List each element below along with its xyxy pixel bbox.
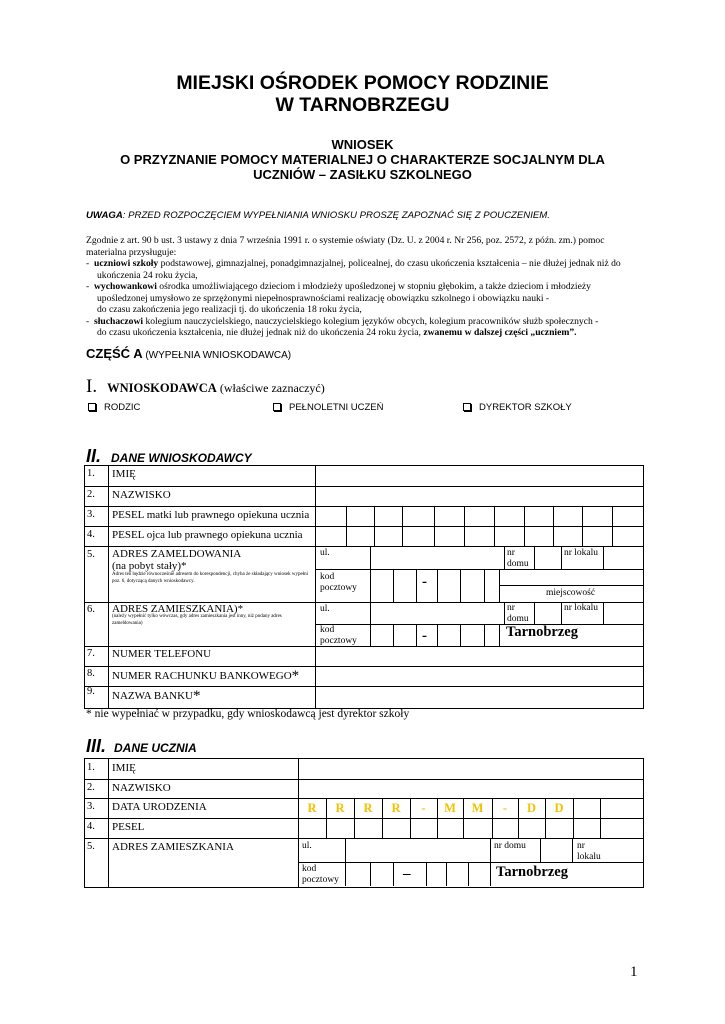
institution-city: W TARNOBRZEGU xyxy=(275,94,450,116)
registered-address-note: Adres ten będzie równocześnie adresem do korespondencji, chyba że składający wniosek wypełni poz. 6, dotyczącą danych wnioskodawcy. xyxy=(112,572,309,584)
page-number: 1 xyxy=(630,964,638,980)
pesel-digit-divider xyxy=(524,506,525,526)
date-format-cell[interactable]: R xyxy=(363,801,373,815)
row-number: 1. xyxy=(87,468,95,479)
label-student-first-name: IMIĘ xyxy=(112,762,136,774)
digit-divider xyxy=(518,818,519,838)
form-title: WNIOSEK xyxy=(331,137,394,152)
date-format-cell[interactable]: - xyxy=(421,801,426,815)
row-number: 3. xyxy=(87,801,95,812)
row-number: 4. xyxy=(87,821,95,832)
label-postal-code: kod pocztowy xyxy=(320,625,357,646)
label-phone: NUMER TELEFONU xyxy=(112,648,212,660)
label-flat-number: nr lokalu xyxy=(564,548,599,558)
digit-divider xyxy=(354,818,355,838)
pesel-digit-divider xyxy=(346,506,347,526)
city-value: Tarnobrzeg xyxy=(496,864,568,880)
pesel-digit-divider xyxy=(553,526,554,546)
label-bank-name: NAZWA BANKU* xyxy=(112,688,201,704)
digit-divider xyxy=(600,798,601,818)
date-format-cell[interactable]: M xyxy=(471,801,484,815)
pesel-digit-divider xyxy=(374,526,375,546)
form-subtitle-1: O PRZYZNANIE POMOCY MATERIALNEJ O CHARAKTERZE SOCJALNYM DLA xyxy=(120,152,605,167)
label-postal-code: kod pocztowy xyxy=(320,572,357,593)
row-number: 6. xyxy=(87,604,95,615)
row-number: 4. xyxy=(87,529,95,540)
pesel-digit-divider xyxy=(494,526,495,546)
label-postal-code: kod pocztowy xyxy=(302,864,339,885)
digit-divider xyxy=(410,818,411,838)
checkbox-icon[interactable] xyxy=(88,403,96,411)
row-number: 2. xyxy=(87,782,95,793)
input-phone[interactable] xyxy=(316,647,641,666)
label-house-number: nr domu xyxy=(507,603,529,624)
input-bank-name[interactable] xyxy=(316,687,641,707)
section-3-heading: III. DANE UCZNIA xyxy=(86,736,197,756)
input-bank-account[interactable] xyxy=(316,667,641,686)
label-residence-address: ADRES ZAMIESZKANIA)* xyxy=(112,603,244,615)
label-flat-number: nr lokalu xyxy=(564,603,599,613)
pesel-digit-divider xyxy=(553,506,554,526)
warning-note: UWAGA: PRZED ROZPOCZĘCIEM WYPEŁNIANIA WNIOSKU PROSZĘ ZAPOZNAĆ SIĘ Z POUCZENIEM. xyxy=(86,210,550,221)
row-number: 9. xyxy=(87,686,95,697)
digit-divider xyxy=(463,818,464,838)
date-format-cell[interactable]: R xyxy=(307,801,317,815)
row-number: 2. xyxy=(87,489,95,500)
row-number: 1. xyxy=(87,762,95,773)
date-format-cell[interactable]: D xyxy=(554,801,564,815)
label-house-number: nr domu xyxy=(507,548,529,569)
label-house-number: nr domu xyxy=(494,841,526,851)
digit-divider xyxy=(326,818,327,838)
date-format-cell[interactable]: - xyxy=(502,801,508,815)
part-a-heading: CZĘŚĆ A (WYPEŁNIA WNIOSKODAWCA) xyxy=(86,346,292,361)
label-last-name: NAZWISKO xyxy=(112,489,171,501)
footnote: * nie wypełniać w przypadku, gdy wnioskodawcą jest dyrektor szkoły xyxy=(86,708,410,720)
digit-divider xyxy=(573,798,574,818)
form-subtitle-2: UCZNIÓW – ZASIŁKU SZKOLNEGO xyxy=(253,167,472,182)
input-street[interactable] xyxy=(372,547,503,568)
digit-divider xyxy=(600,818,601,838)
pesel-digit-divider xyxy=(434,526,435,546)
label-mother-pesel: PESEL matki lub prawnego opiekuna ucznia xyxy=(112,509,310,521)
checkbox-icon[interactable] xyxy=(463,403,471,411)
date-format-cell[interactable]: M xyxy=(444,801,456,815)
pesel-digit-divider xyxy=(464,526,465,546)
digit-divider xyxy=(382,818,383,838)
digit-divider xyxy=(573,818,574,838)
pesel-digit-divider xyxy=(346,526,347,546)
row-number: 7. xyxy=(87,648,95,659)
date-format-cell[interactable]: D xyxy=(526,801,537,815)
pesel-digit-divider xyxy=(402,506,403,526)
date-format-cell[interactable]: R xyxy=(335,801,345,815)
postal-dash: - xyxy=(422,574,427,590)
postal-dash: – xyxy=(403,866,411,882)
label-student-pesel: PESEL xyxy=(112,821,145,833)
row-number: 3. xyxy=(87,509,95,520)
digit-divider xyxy=(545,818,546,838)
row-number: 5. xyxy=(87,549,95,560)
city-value: Tarnobrzeg xyxy=(506,624,578,640)
date-format-cell[interactable]: R xyxy=(391,801,401,815)
input-student-last-name[interactable] xyxy=(299,780,641,798)
label-city: miejscowość xyxy=(546,588,596,598)
pesel-digit-divider xyxy=(582,526,583,546)
residence-address-note: (należy wypełnić tylko wówczas, gdy adres zamieszkania jest inny, niż podany adres zameldowania) xyxy=(112,614,282,626)
label-street: ul. xyxy=(320,604,330,614)
label-flat-number: nr lokalu xyxy=(577,841,601,862)
input-student-first-name[interactable] xyxy=(299,759,641,779)
pesel-digit-divider xyxy=(374,506,375,526)
pesel-digit-divider xyxy=(612,526,613,546)
institution-name: MIEJSKI OŚRODEK POMOCY RODZINIE xyxy=(176,72,549,94)
label-student-address: ADRES ZAMIESZKANIA xyxy=(112,841,234,853)
row-number: 5. xyxy=(87,841,95,852)
label-birth-date: DATA URODZENIA xyxy=(112,801,207,813)
label-street: ul. xyxy=(302,841,312,851)
postal-dash: - xyxy=(422,628,427,644)
checkbox-adult-student[interactable]: PEŁNOLETNI UCZEŃ xyxy=(273,402,384,413)
label-street: ul. xyxy=(320,548,330,558)
checkbox-parent[interactable]: RODZIC xyxy=(88,402,140,413)
pesel-digit-divider xyxy=(524,526,525,546)
pesel-digit-divider xyxy=(612,506,613,526)
label-father-pesel: PESEL ojca lub prawnego opiekuna ucznia xyxy=(112,529,303,541)
pesel-digit-divider xyxy=(464,506,465,526)
input-first-name[interactable] xyxy=(316,466,641,486)
label-first-name: IMIĘ xyxy=(112,468,136,480)
legal-intro: Zgodnie z art. 90 b ust. 3 ustawy z dnia 7 września 1991 r. o systemie oświaty (Dz. U. z 2004 r. Nr 256, poz. 2572, z późn. zm.) pomoc materialna przysługuje: - uczniowi szkoły podstawowej, gimnazjalnej, ponadgimnazjalnej, policealnej, do czasu ukończenia kształcenia – nie dłużej jednak niż do ukończenia 24 roku życia, - wychowankowi ośrodka umożliwiającego dzieciom i młodzieży upośledzonej w stopniu głębokim, a także dzieciom i młodzieży upośledzonej umysłowo ze sprzężonymi niepełnosprawnościami realizację obowiązku szkolnego i obowiązku nauki - do czasu zakończenia jego realizacji tj. do ukończenia 18 roku życia, - słuchaczowi kolegium nauczycielskiego, nauczycielskiego kolegium języków obcych, kolegium pracowników służb społecznych - do czasu ukończenia kształcenia, nie dłużej jednak niż do ukończenia 24 roku życia, zwanemu w dalszej części „uczniem”. xyxy=(86,235,621,338)
digit-divider xyxy=(492,818,493,838)
input-last-name[interactable] xyxy=(316,487,641,506)
section-2-heading: II. DANE WNIOSKODAWCY xyxy=(86,446,252,466)
pesel-digit-divider xyxy=(582,506,583,526)
checkbox-school-director[interactable]: DYREKTOR SZKOŁY xyxy=(463,402,572,413)
label-registered-address: ADRES ZAMELDOWANIA (na pobyt stały)* xyxy=(112,548,242,572)
label-student-last-name: NAZWISKO xyxy=(112,782,171,794)
pesel-digit-divider xyxy=(402,526,403,546)
row-number: 8. xyxy=(87,668,95,679)
pesel-digit-divider xyxy=(494,506,495,526)
checkbox-icon[interactable] xyxy=(273,403,281,411)
section-1-heading: I. WNIOSKODAWCA (właściwe zaznaczyć) xyxy=(86,376,325,397)
pesel-digit-divider xyxy=(434,506,435,526)
digit-divider xyxy=(437,818,438,838)
label-bank-account: NUMER RACHUNKU BANKOWEGO* xyxy=(112,668,300,684)
